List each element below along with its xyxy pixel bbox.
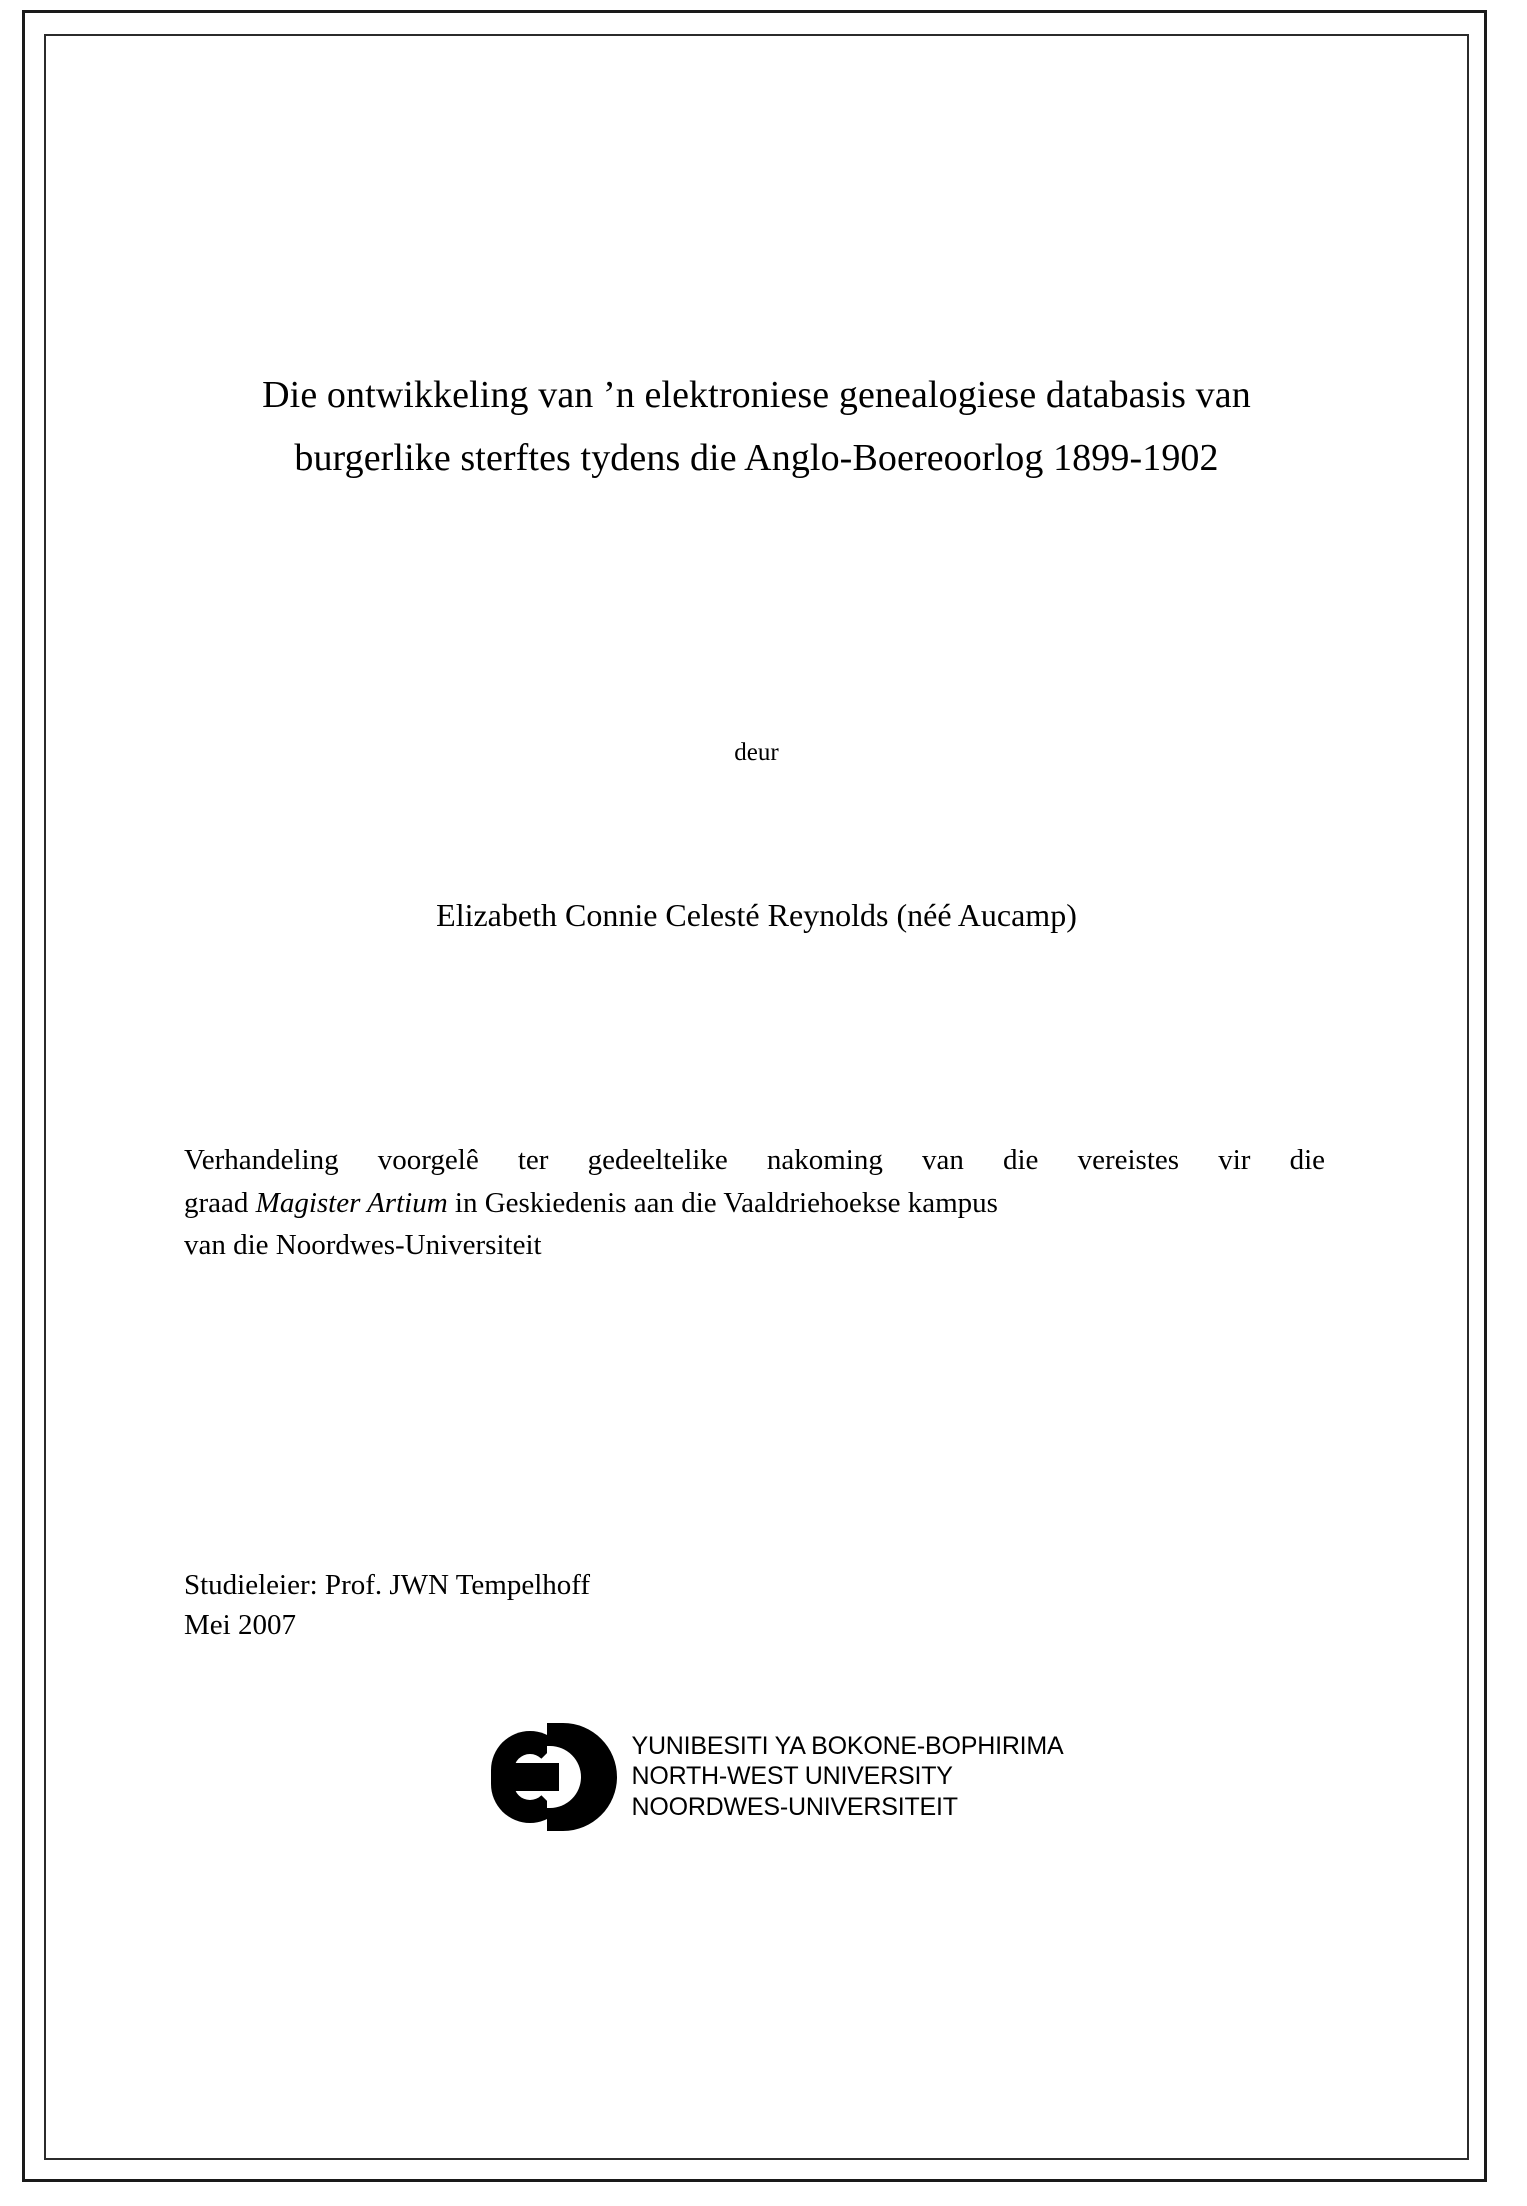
page-title-line-2: burgerlike sterftes tydens die Anglo-Boereoorlog 1899-1902 bbox=[294, 436, 1219, 479]
logo-text-line-2: NORTH-WEST UNIVERSITY bbox=[631, 1762, 953, 1791]
supervisor-line: Studieleier: Prof. JWN Tempelhoff bbox=[184, 1569, 591, 1602]
logo-crossbar bbox=[507, 1763, 559, 1791]
page-title bbox=[184, 364, 1329, 489]
supervisor-and-date bbox=[184, 1566, 1329, 1644]
degree-statement-line-2-after: in Geskiedenis aan die Vaaldriehoekse kampus bbox=[447, 1186, 998, 1219]
title-page-content bbox=[44, 34, 1469, 2160]
logo-text-line-3: NOORDWES-UNIVERSITEIT bbox=[631, 1792, 958, 1821]
university-logo-text bbox=[631, 1731, 1063, 1823]
degree-statement-line-2 bbox=[184, 1182, 1325, 1224]
degree-statement-line-2-before: graad bbox=[184, 1186, 256, 1219]
degree-name-italic: Magister Artium bbox=[255, 1186, 448, 1219]
author-name: Elizabeth Connie Celesté Reynolds (néé Aucamp) bbox=[436, 897, 1077, 934]
logo-text-line-1: YUNIBESITI YA BOKONE-BOPHIRIMA bbox=[631, 1731, 1064, 1760]
page-title-line-1: Die ontwikkeling van ’n elektroniese genealogiese databasis van bbox=[262, 374, 1251, 416]
university-logo bbox=[184, 1723, 1329, 1831]
degree-statement-line-1: Verhandeling voorgelê ter gedeeltelike nakoming van die vereistes vir die bbox=[184, 1144, 1325, 1177]
date-line: Mei 2007 bbox=[184, 1608, 296, 1641]
degree-statement bbox=[184, 1139, 1329, 1266]
nwu-logo-icon bbox=[489, 1723, 619, 1831]
by-label: deur bbox=[734, 739, 779, 767]
degree-statement-line-3: van die Noordwes-Universiteit bbox=[184, 1229, 542, 1262]
